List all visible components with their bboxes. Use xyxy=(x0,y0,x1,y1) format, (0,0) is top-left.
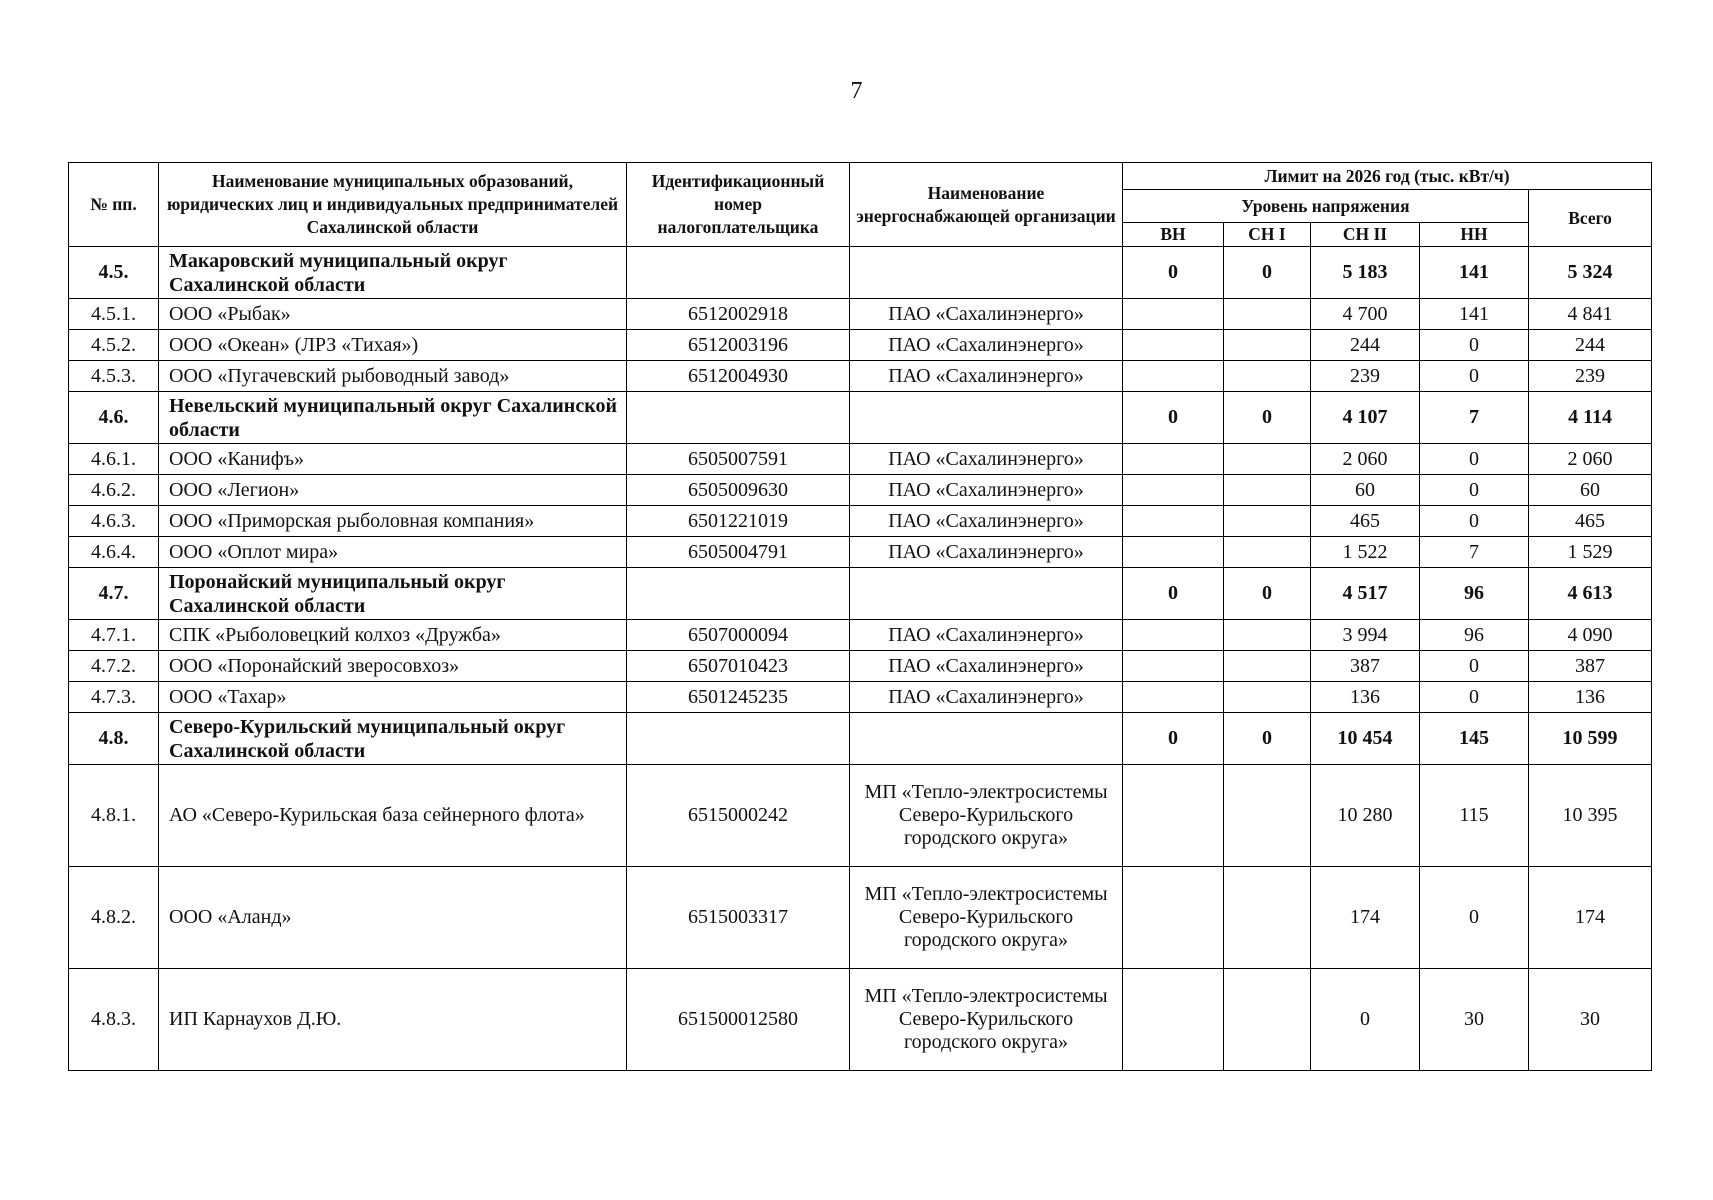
row-name: ООО «Аланд» xyxy=(159,867,627,969)
table-group-row xyxy=(69,568,1652,620)
row-name: АО «Северо-Курильская база сейнерного флота» xyxy=(159,765,627,867)
row-sn2-value: 4 107 xyxy=(1311,392,1420,444)
row-sn2-value: 244 xyxy=(1311,330,1420,361)
row-name: Макаровский муниципальный округ Сахалинской области xyxy=(159,247,627,299)
row-vn-value xyxy=(1123,444,1224,475)
row-inn: 6505007591 xyxy=(627,444,850,475)
row-sn1-value xyxy=(1224,299,1311,330)
row-name: ООО «Оплот мира» xyxy=(159,537,627,568)
row-supplier: ПАО «Сахалинэнерго» xyxy=(850,361,1123,392)
table-row xyxy=(69,969,1652,1071)
table-row xyxy=(69,651,1652,682)
row-inn: 6515003317 xyxy=(627,867,850,969)
row-supplier: ПАО «Сахалинэнерго» xyxy=(850,682,1123,713)
row-sn1-value: 0 xyxy=(1224,247,1311,299)
row-name: ООО «Поронайский зверосовхоз» xyxy=(159,651,627,682)
row-nn-value: 0 xyxy=(1420,361,1529,392)
row-total-value: 4 841 xyxy=(1529,299,1652,330)
row-vn-value xyxy=(1123,651,1224,682)
row-name: ООО «Легион» xyxy=(159,475,627,506)
row-supplier: ПАО «Сахалинэнерго» xyxy=(850,299,1123,330)
table-row xyxy=(69,537,1652,568)
row-name: ИП Карнаухов Д.Ю. xyxy=(159,969,627,1071)
row-vn-value: 0 xyxy=(1123,568,1224,620)
row-name: ООО «Пугачевский рыбоводный завод» xyxy=(159,361,627,392)
row-supplier: ПАО «Сахалинэнерго» xyxy=(850,537,1123,568)
row-name: ООО «Рыбак» xyxy=(159,299,627,330)
row-sn1-value: 0 xyxy=(1224,392,1311,444)
row-supplier xyxy=(850,568,1123,620)
row-name: ООО «Канифъ» xyxy=(159,444,627,475)
row-total-value: 2 060 xyxy=(1529,444,1652,475)
row-total-value: 244 xyxy=(1529,330,1652,361)
row-total-value: 387 xyxy=(1529,651,1652,682)
row-sn1-value xyxy=(1224,330,1311,361)
header-num: № пп. xyxy=(69,163,159,247)
table-body xyxy=(69,247,1652,1071)
row-number: 4.5.1. xyxy=(69,299,159,330)
header-sn1: СН I xyxy=(1224,223,1311,247)
row-supplier: ПАО «Сахалинэнерго» xyxy=(850,444,1123,475)
row-number: 4.8.2. xyxy=(69,867,159,969)
row-supplier: ПАО «Сахалинэнерго» xyxy=(850,330,1123,361)
row-sn2-value: 5 183 xyxy=(1311,247,1420,299)
row-vn-value xyxy=(1123,299,1224,330)
row-supplier: МП «Тепло-электросистемы Северо-Курильского городского округа» xyxy=(850,765,1123,867)
row-number: 4.7.1. xyxy=(69,620,159,651)
row-inn: 6507010423 xyxy=(627,651,850,682)
row-sn2-value: 1 522 xyxy=(1311,537,1420,568)
table-row xyxy=(69,765,1652,867)
row-inn: 6501245235 xyxy=(627,682,850,713)
row-number: 4.5.3. xyxy=(69,361,159,392)
row-sn1-value xyxy=(1224,969,1311,1071)
table-row xyxy=(69,620,1652,651)
row-name: ООО «Приморская рыболовная компания» xyxy=(159,506,627,537)
row-nn-value: 7 xyxy=(1420,537,1529,568)
row-vn-value: 0 xyxy=(1123,247,1224,299)
row-vn-value xyxy=(1123,475,1224,506)
row-supplier: МП «Тепло-электросистемы Северо-Курильского городского округа» xyxy=(850,969,1123,1071)
row-supplier xyxy=(850,392,1123,444)
row-total-value: 30 xyxy=(1529,969,1652,1071)
row-number: 4.6.1. xyxy=(69,444,159,475)
row-total-value: 239 xyxy=(1529,361,1652,392)
row-total-value: 136 xyxy=(1529,682,1652,713)
row-number: 4.8.1. xyxy=(69,765,159,867)
row-number: 4.7. xyxy=(69,568,159,620)
table-group-row xyxy=(69,247,1652,299)
row-vn-value: 0 xyxy=(1123,713,1224,765)
row-supplier xyxy=(850,247,1123,299)
row-vn-value xyxy=(1123,506,1224,537)
row-nn-value: 0 xyxy=(1420,330,1529,361)
table-row xyxy=(69,361,1652,392)
row-sn1-value xyxy=(1224,444,1311,475)
row-number: 4.5. xyxy=(69,247,159,299)
row-sn2-value: 239 xyxy=(1311,361,1420,392)
row-supplier: МП «Тепло-электросистемы Северо-Курильского городского округа» xyxy=(850,867,1123,969)
header-nn: НН xyxy=(1420,223,1529,247)
row-sn2-value: 10 454 xyxy=(1311,713,1420,765)
row-total-value: 10 395 xyxy=(1529,765,1652,867)
row-supplier xyxy=(850,713,1123,765)
row-sn2-value: 136 xyxy=(1311,682,1420,713)
row-vn-value xyxy=(1123,969,1224,1071)
header-total: Всего xyxy=(1529,190,1652,247)
row-number: 4.8. xyxy=(69,713,159,765)
row-number: 4.6.2. xyxy=(69,475,159,506)
row-number: 4.7.3. xyxy=(69,682,159,713)
table-row xyxy=(69,330,1652,361)
row-inn: 6515000242 xyxy=(627,765,850,867)
row-total-value: 4 114 xyxy=(1529,392,1652,444)
row-sn1-value: 0 xyxy=(1224,713,1311,765)
table-header xyxy=(69,163,1652,247)
row-sn2-value: 0 xyxy=(1311,969,1420,1071)
header-limit: Лимит на 2026 год (тыс. кВт/ч) xyxy=(1123,163,1652,190)
row-name: Поронайский муниципальный округ Сахалинской области xyxy=(159,568,627,620)
row-number: 4.5.2. xyxy=(69,330,159,361)
row-sn2-value: 10 280 xyxy=(1311,765,1420,867)
row-inn xyxy=(627,247,850,299)
row-total-value: 4 613 xyxy=(1529,568,1652,620)
row-nn-value: 0 xyxy=(1420,444,1529,475)
row-inn xyxy=(627,713,850,765)
row-total-value: 1 529 xyxy=(1529,537,1652,568)
table-row xyxy=(69,444,1652,475)
row-total-value: 4 090 xyxy=(1529,620,1652,651)
row-vn-value xyxy=(1123,537,1224,568)
row-vn-value xyxy=(1123,361,1224,392)
header-supplier: Наименование энергоснабжающей организации xyxy=(850,163,1123,247)
row-sn1-value xyxy=(1224,537,1311,568)
row-sn1-value xyxy=(1224,867,1311,969)
row-inn: 6505009630 xyxy=(627,475,850,506)
row-inn: 6512003196 xyxy=(627,330,850,361)
row-supplier: ПАО «Сахалинэнерго» xyxy=(850,620,1123,651)
header-vn: ВН xyxy=(1123,223,1224,247)
row-vn-value xyxy=(1123,867,1224,969)
row-nn-value: 30 xyxy=(1420,969,1529,1071)
row-nn-value: 0 xyxy=(1420,867,1529,969)
row-inn xyxy=(627,392,850,444)
row-inn: 6512004930 xyxy=(627,361,850,392)
row-name: Невельский муниципальный округ Сахалинской области xyxy=(159,392,627,444)
row-sn1-value xyxy=(1224,506,1311,537)
row-nn-value: 141 xyxy=(1420,299,1529,330)
row-vn-value xyxy=(1123,620,1224,651)
row-total-value: 10 599 xyxy=(1529,713,1652,765)
row-nn-value: 0 xyxy=(1420,475,1529,506)
row-supplier: ПАО «Сахалинэнерго» xyxy=(850,506,1123,537)
row-total-value: 465 xyxy=(1529,506,1652,537)
row-sn1-value xyxy=(1224,361,1311,392)
header-name: Наименование муниципальных образований, юридических лиц и индивидуальных предпринимателей Сахалинской области xyxy=(159,163,627,247)
row-sn2-value: 3 994 xyxy=(1311,620,1420,651)
row-inn: 6507000094 xyxy=(627,620,850,651)
row-name: Северо-Курильский муниципальный округ Сахалинской области xyxy=(159,713,627,765)
row-inn: 6501221019 xyxy=(627,506,850,537)
row-vn-value xyxy=(1123,330,1224,361)
row-number: 4.8.3. xyxy=(69,969,159,1071)
table-row xyxy=(69,506,1652,537)
row-sn2-value: 465 xyxy=(1311,506,1420,537)
header-voltage: Уровень напряжения xyxy=(1123,190,1529,223)
row-sn2-value: 60 xyxy=(1311,475,1420,506)
row-sn1-value xyxy=(1224,682,1311,713)
row-nn-value: 96 xyxy=(1420,620,1529,651)
row-supplier: ПАО «Сахалинэнерго» xyxy=(850,475,1123,506)
row-nn-value: 0 xyxy=(1420,506,1529,537)
energy-limits-table xyxy=(68,162,1652,1071)
row-inn: 6505004791 xyxy=(627,537,850,568)
header-inn: Идентификационный номер налогоплательщика xyxy=(627,163,850,247)
table-row xyxy=(69,867,1652,969)
row-sn2-value: 387 xyxy=(1311,651,1420,682)
row-number: 4.6.4. xyxy=(69,537,159,568)
page-number: 7 xyxy=(850,78,863,104)
row-sn1-value xyxy=(1224,651,1311,682)
row-inn xyxy=(627,568,850,620)
row-sn2-value: 2 060 xyxy=(1311,444,1420,475)
row-total-value: 174 xyxy=(1529,867,1652,969)
row-number: 4.6.3. xyxy=(69,506,159,537)
row-number: 4.7.2. xyxy=(69,651,159,682)
row-total-value: 60 xyxy=(1529,475,1652,506)
row-inn: 6512002918 xyxy=(627,299,850,330)
row-name: ООО «Океан» (ЛРЗ «Тихая») xyxy=(159,330,627,361)
row-vn-value xyxy=(1123,682,1224,713)
row-sn1-value xyxy=(1224,765,1311,867)
table-row xyxy=(69,682,1652,713)
row-sn1-value xyxy=(1224,475,1311,506)
row-vn-value: 0 xyxy=(1123,392,1224,444)
row-nn-value: 115 xyxy=(1420,765,1529,867)
row-nn-value: 145 xyxy=(1420,713,1529,765)
row-sn2-value: 4 517 xyxy=(1311,568,1420,620)
row-sn2-value: 174 xyxy=(1311,867,1420,969)
row-nn-value: 7 xyxy=(1420,392,1529,444)
row-nn-value: 0 xyxy=(1420,682,1529,713)
row-vn-value xyxy=(1123,765,1224,867)
row-supplier: ПАО «Сахалинэнерго» xyxy=(850,651,1123,682)
header-sn2: СН II xyxy=(1311,223,1420,247)
row-sn1-value: 0 xyxy=(1224,568,1311,620)
row-total-value: 5 324 xyxy=(1529,247,1652,299)
table-group-row xyxy=(69,392,1652,444)
row-inn: 651500012580 xyxy=(627,969,850,1071)
table-row xyxy=(69,475,1652,506)
row-nn-value: 96 xyxy=(1420,568,1529,620)
row-number: 4.6. xyxy=(69,392,159,444)
row-name: СПК «Рыболовецкий колхоз «Дружба» xyxy=(159,620,627,651)
row-sn1-value xyxy=(1224,620,1311,651)
table-group-row xyxy=(69,713,1652,765)
row-name: ООО «Тахар» xyxy=(159,682,627,713)
row-sn2-value: 4 700 xyxy=(1311,299,1420,330)
row-nn-value: 0 xyxy=(1420,651,1529,682)
row-nn-value: 141 xyxy=(1420,247,1529,299)
table-row xyxy=(69,299,1652,330)
